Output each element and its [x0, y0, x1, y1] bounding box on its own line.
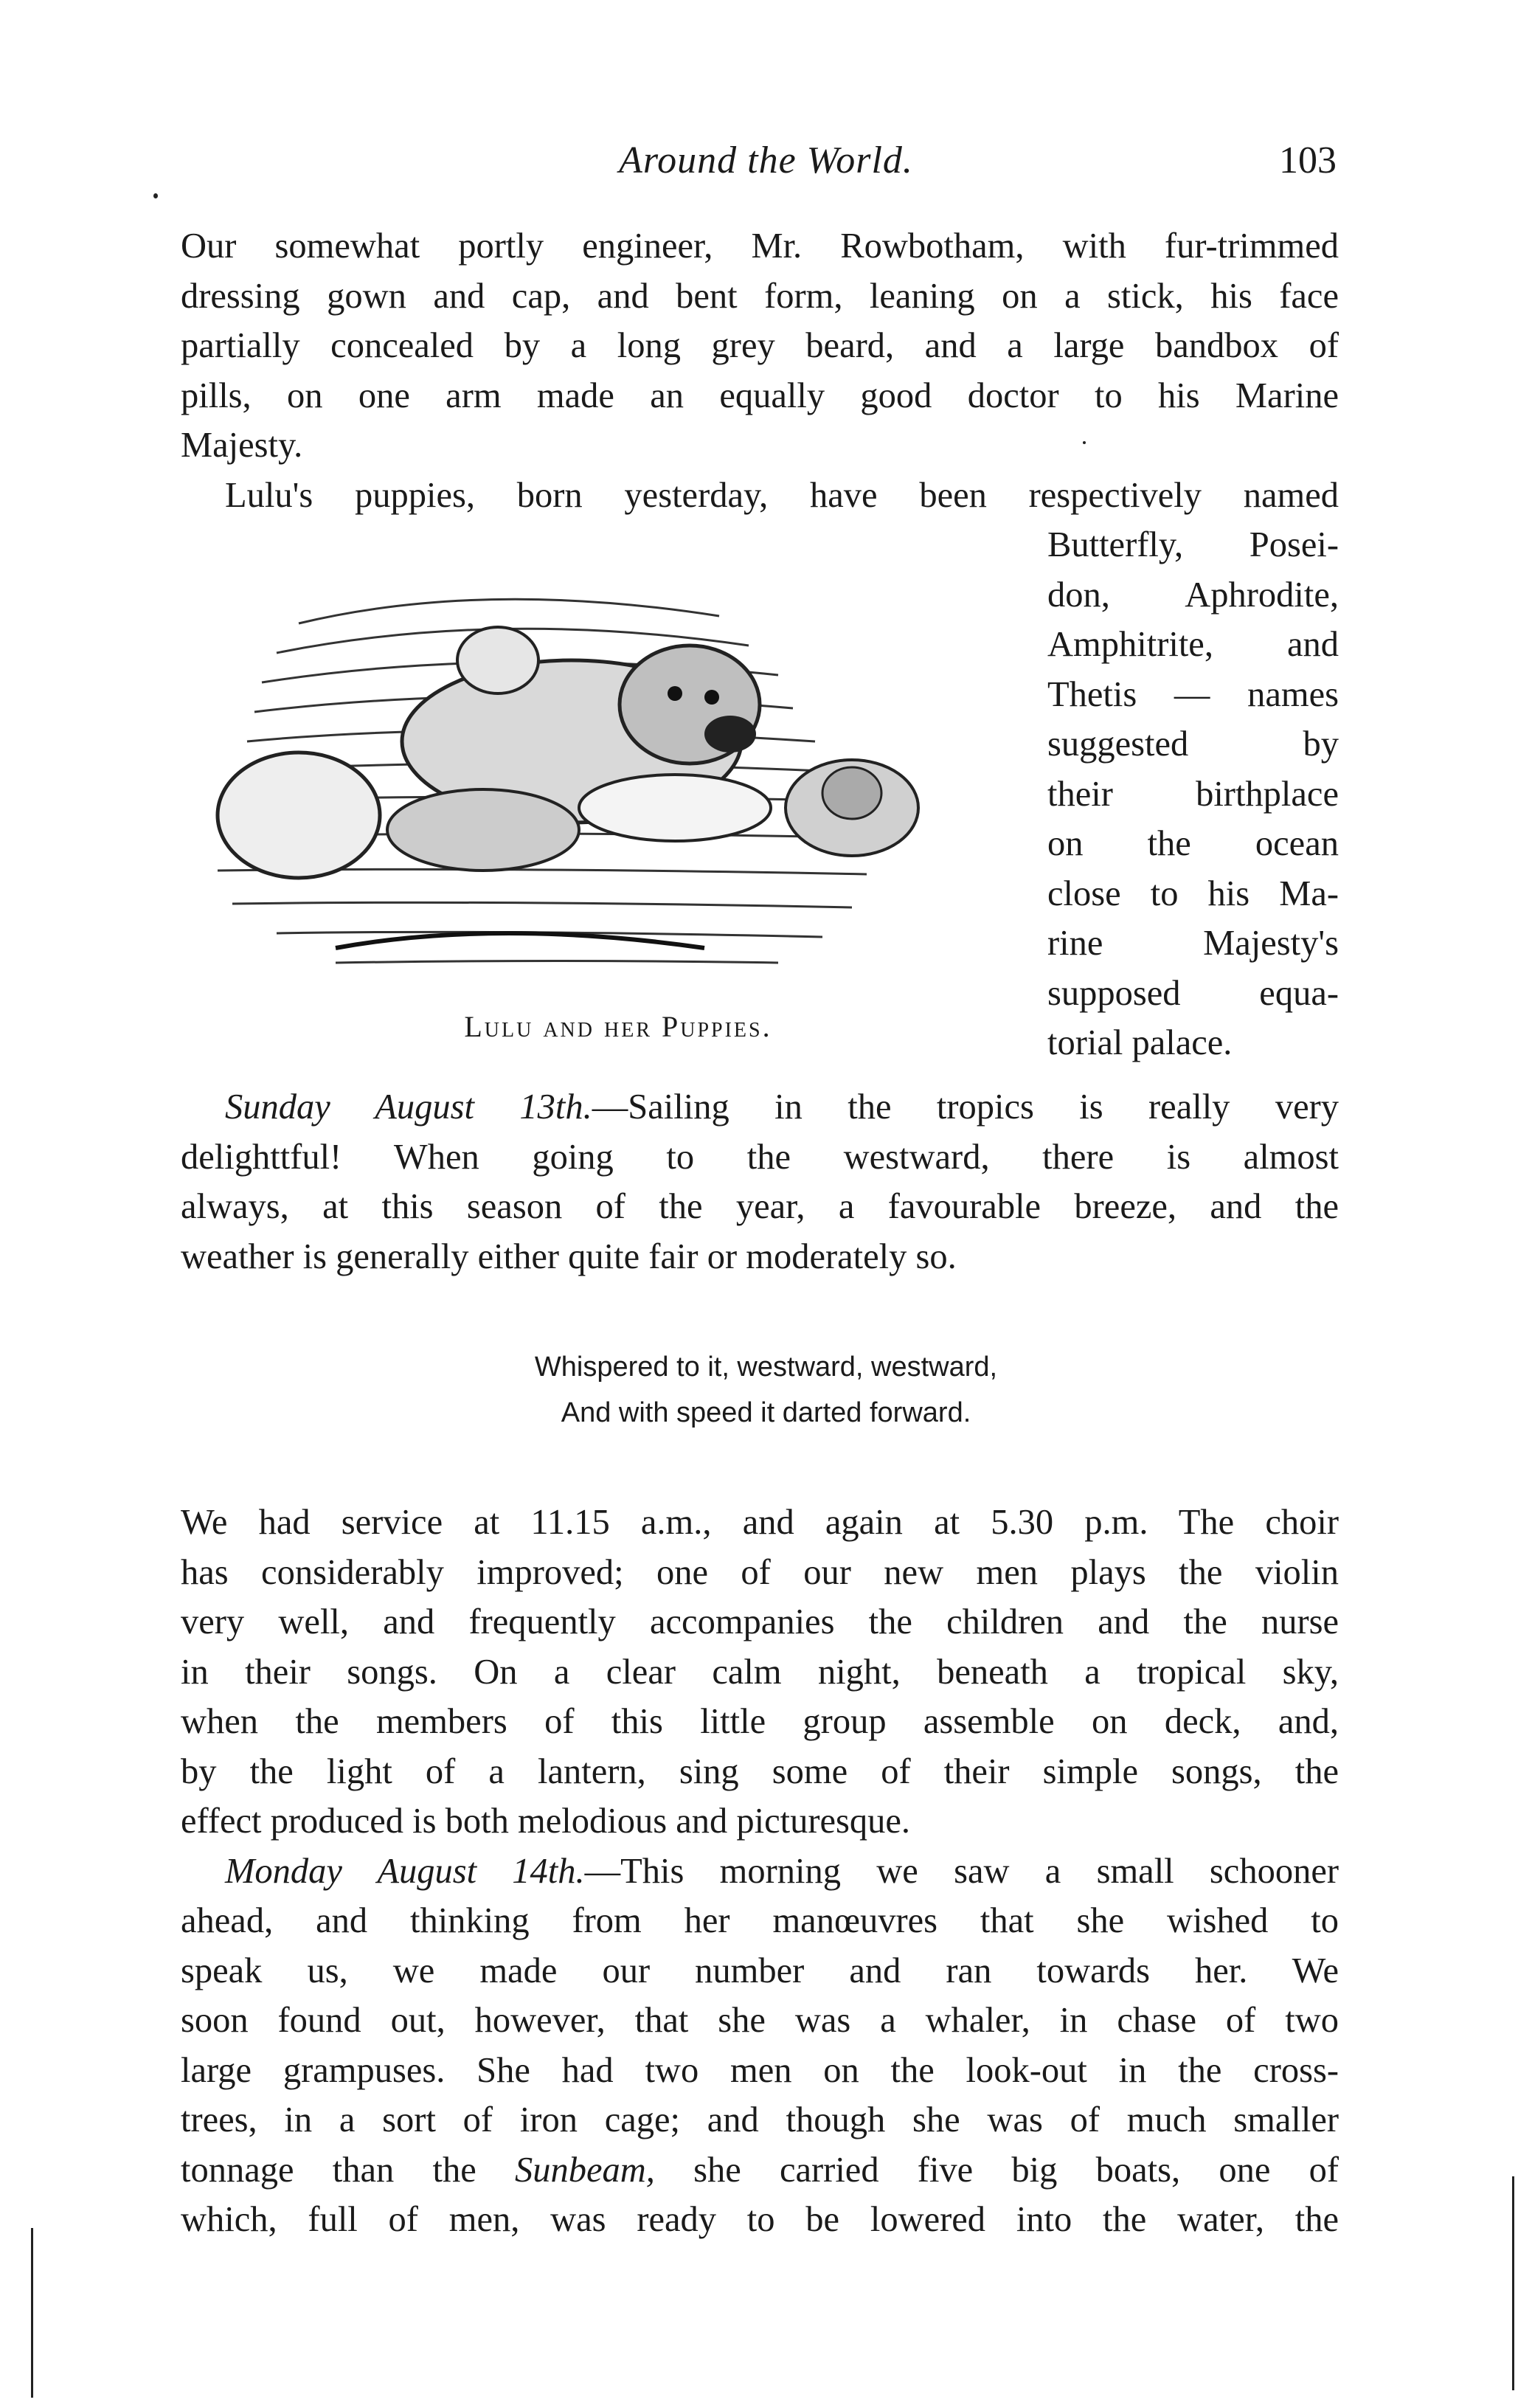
text-line: We had service at 11.15 a.m., and again at 5.30 p.m. The choir [181, 1503, 1339, 1542]
text-line: don, Aphrodite, [1047, 575, 1339, 615]
page-number: 103 [1279, 139, 1337, 181]
scan-edge-mark [1512, 2176, 1514, 2390]
text-line: trees, in a sort of iron cage; and though she was of much smaller [181, 2100, 1339, 2139]
text-line: weather is generally either quite fair or moderately so. [181, 1236, 957, 1276]
text-line: Butterfly, Posei- [1047, 525, 1339, 564]
poem-line: And with speed it darted forward. [561, 1397, 971, 1428]
text-line: in their songs. On a clear calm night, beneath a tropical sky, [181, 1652, 1339, 1692]
text-line: effect produced is both melodious and picturesque. [181, 1802, 911, 1841]
text-line: Our somewhat portly engineer, Mr. Rowbotham, with fur-trimmed [181, 226, 1339, 266]
engraving-lulu-puppies [188, 535, 999, 985]
scan-edge-mark [31, 2228, 33, 2398]
text-line: which, full of men, was ready to be lowered into the water, the [181, 2200, 1339, 2239]
poem-quote [0, 1344, 1532, 1436]
text-line: Thetis — names [1047, 674, 1339, 714]
text-line: supposed equa- [1047, 973, 1339, 1013]
running-header: Around the World. [619, 139, 913, 181]
text-line: on the ocean [1047, 824, 1339, 863]
text-line: soon found out, however, that she was a whaler, in chase of two [181, 2001, 1339, 2040]
paragraph-service [181, 1498, 1339, 2245]
text-line: suggested by [1047, 724, 1339, 764]
text-line: has considerably improved; one of our new men plays the violin [181, 1552, 1339, 1592]
text-line: Lulu's puppies, born yesterday, have been respectively named [225, 475, 1339, 515]
text-line: rine Majesty's [1047, 924, 1339, 963]
text-line: partially concealed by a long grey beard, and a large bandbox of [181, 326, 1339, 365]
text-line: tonnage than the Sunbeam, she carried five big boats, one of [181, 2150, 1339, 2190]
text-line: always, at this season of the year, a favourable breeze, and the [181, 1187, 1339, 1226]
text-line: Amphitrite, and [1047, 625, 1339, 664]
entry-date: Sunday August 13th. [225, 1087, 592, 1127]
text-line: speak us, we made our number and ran towards her. We [181, 1951, 1339, 1990]
text-line: Sunday August 13th.—Sailing in the tropics is really very [225, 1087, 1339, 1127]
entry-date: Monday August 14th. [225, 1851, 585, 1891]
text-line: torial palace. [1047, 1023, 1233, 1062]
text-line: when the members of this little group assemble on deck, and, [181, 1702, 1339, 1741]
text-line: Monday August 14th.—This morning we saw a small schooner [225, 1851, 1339, 1891]
figure-caption: Lulu and her Puppies. [464, 1010, 772, 1043]
ship-name: Sunbeam, [514, 2150, 655, 2190]
text-line: close to his Ma- [1047, 873, 1339, 913]
text-line: dressing gown and cap, and bent form, leaning on a stick, his face [181, 276, 1339, 316]
text-line: very well, and frequently accompanies the children and the nurse [181, 1602, 1339, 1641]
text-line: Majesty. [181, 426, 303, 465]
text-line: ahead, and thinking from her manœuvres that she wished to [181, 1901, 1339, 1940]
text-line: large grampuses. She had two men on the look-out in the cross- [181, 2050, 1339, 2090]
entry-sunday [181, 1082, 1339, 1281]
text-line: their birthplace [1047, 774, 1339, 814]
print-speck [153, 193, 158, 198]
poem-line: Whispered to it, westward, westward, [534, 1352, 998, 1383]
text-line: by the light of a lantern, sing some of their simple songs, the [181, 1751, 1339, 1791]
paragraph-engineer [181, 221, 1339, 520]
text-line: delighttful! When going to the westward, there is almost [181, 1137, 1339, 1177]
paragraph-puppies-wrapped [1047, 520, 1339, 1068]
text-line: pills, on one arm made an equally good doctor to his Marine [181, 376, 1339, 415]
